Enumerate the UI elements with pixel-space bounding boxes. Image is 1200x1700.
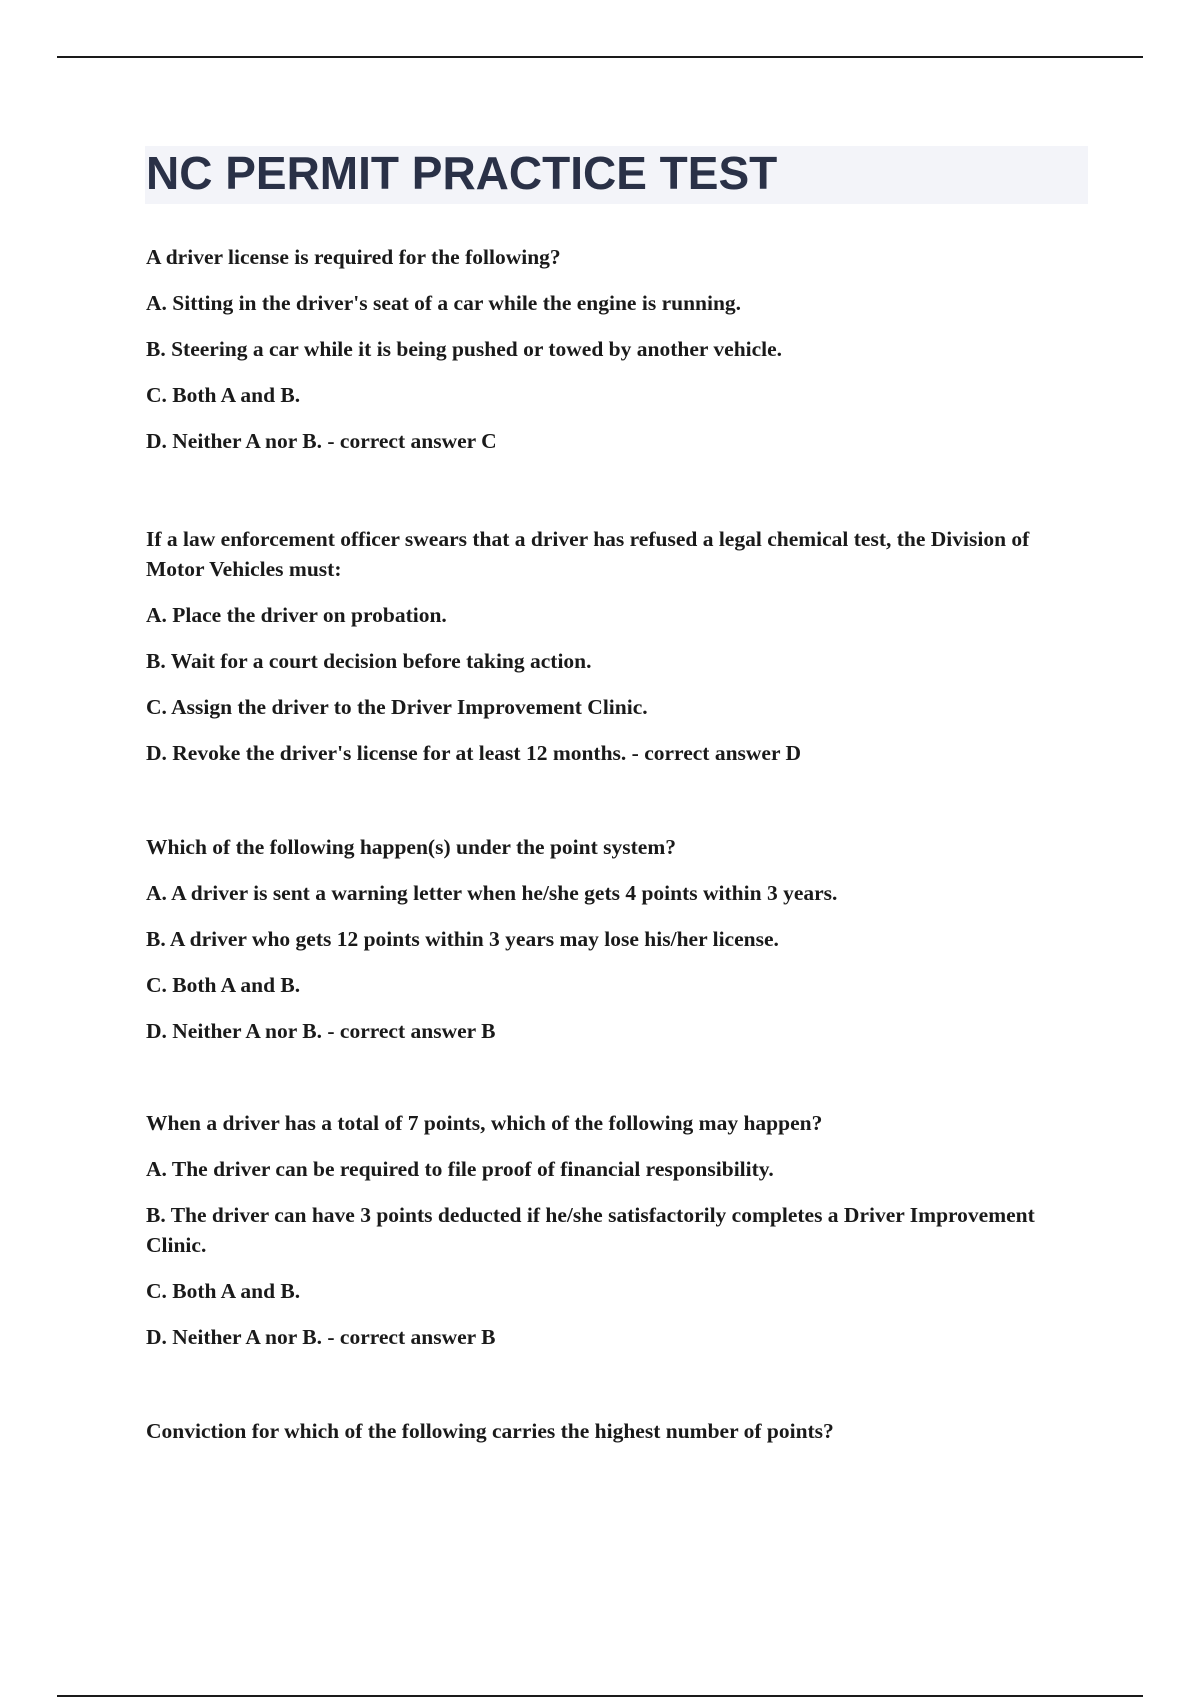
question-text: When a driver has a total of 7 points, which of the following may happen? [146, 1111, 823, 1135]
answer-option: D. Neither A nor B. - correct answer C [146, 429, 497, 453]
question-block-5 [146, 1416, 1046, 1462]
question-block-2 [146, 524, 1046, 784]
question-block-1 [146, 242, 1046, 472]
answer-option: A. Sitting in the driver's seat of a car while the engine is running. [146, 291, 742, 315]
answer-option: B. The driver can have 3 points deducted if he/she satisfactorily completes a Driver Improvement Clinic. [146, 1203, 1035, 1257]
question-text: A driver license is required for the following? [146, 245, 561, 269]
answer-option: D. Neither A nor B. - correct answer B [146, 1019, 496, 1043]
answer-option: A. A driver is sent a warning letter when he/she gets 4 points within 3 years. [146, 881, 838, 905]
answer-option: D. Revoke the driver's license for at least 12 months. - correct answer D [146, 741, 802, 765]
answer-option: C. Both A and B. [146, 973, 301, 997]
answer-option: C. Assign the driver to the Driver Improvement Clinic. [146, 695, 648, 719]
question-text: Conviction for which of the following carries the highest number of points? [146, 1419, 834, 1443]
question-block-4 [146, 1108, 1046, 1368]
question-block-3 [146, 832, 1046, 1062]
answer-option: B. Wait for a court decision before taking action. [146, 649, 592, 673]
question-text: Which of the following happen(s) under the point system? [146, 835, 676, 859]
footer-rule [57, 1695, 1143, 1697]
answer-option: B. A driver who gets 12 points within 3 years may lose his/her license. [146, 927, 779, 951]
answer-option: A. Place the driver on probation. [146, 603, 447, 627]
answer-option: A. The driver can be required to file proof of financial responsibility. [146, 1157, 774, 1181]
question-text: If a law enforcement officer swears that a driver has refused a legal chemical test, the Division of Motor Vehicles must: [146, 527, 1030, 581]
answer-option: B. Steering a car while it is being pushed or towed by another vehicle. [146, 337, 783, 361]
answer-option: D. Neither A nor B. - correct answer B [146, 1325, 496, 1349]
answer-option: C. Both A and B. [146, 1279, 301, 1303]
page-title: NC PERMIT PRACTICE TEST [146, 147, 778, 199]
answer-option: C. Both A and B. [146, 383, 301, 407]
header-rule [57, 56, 1143, 58]
